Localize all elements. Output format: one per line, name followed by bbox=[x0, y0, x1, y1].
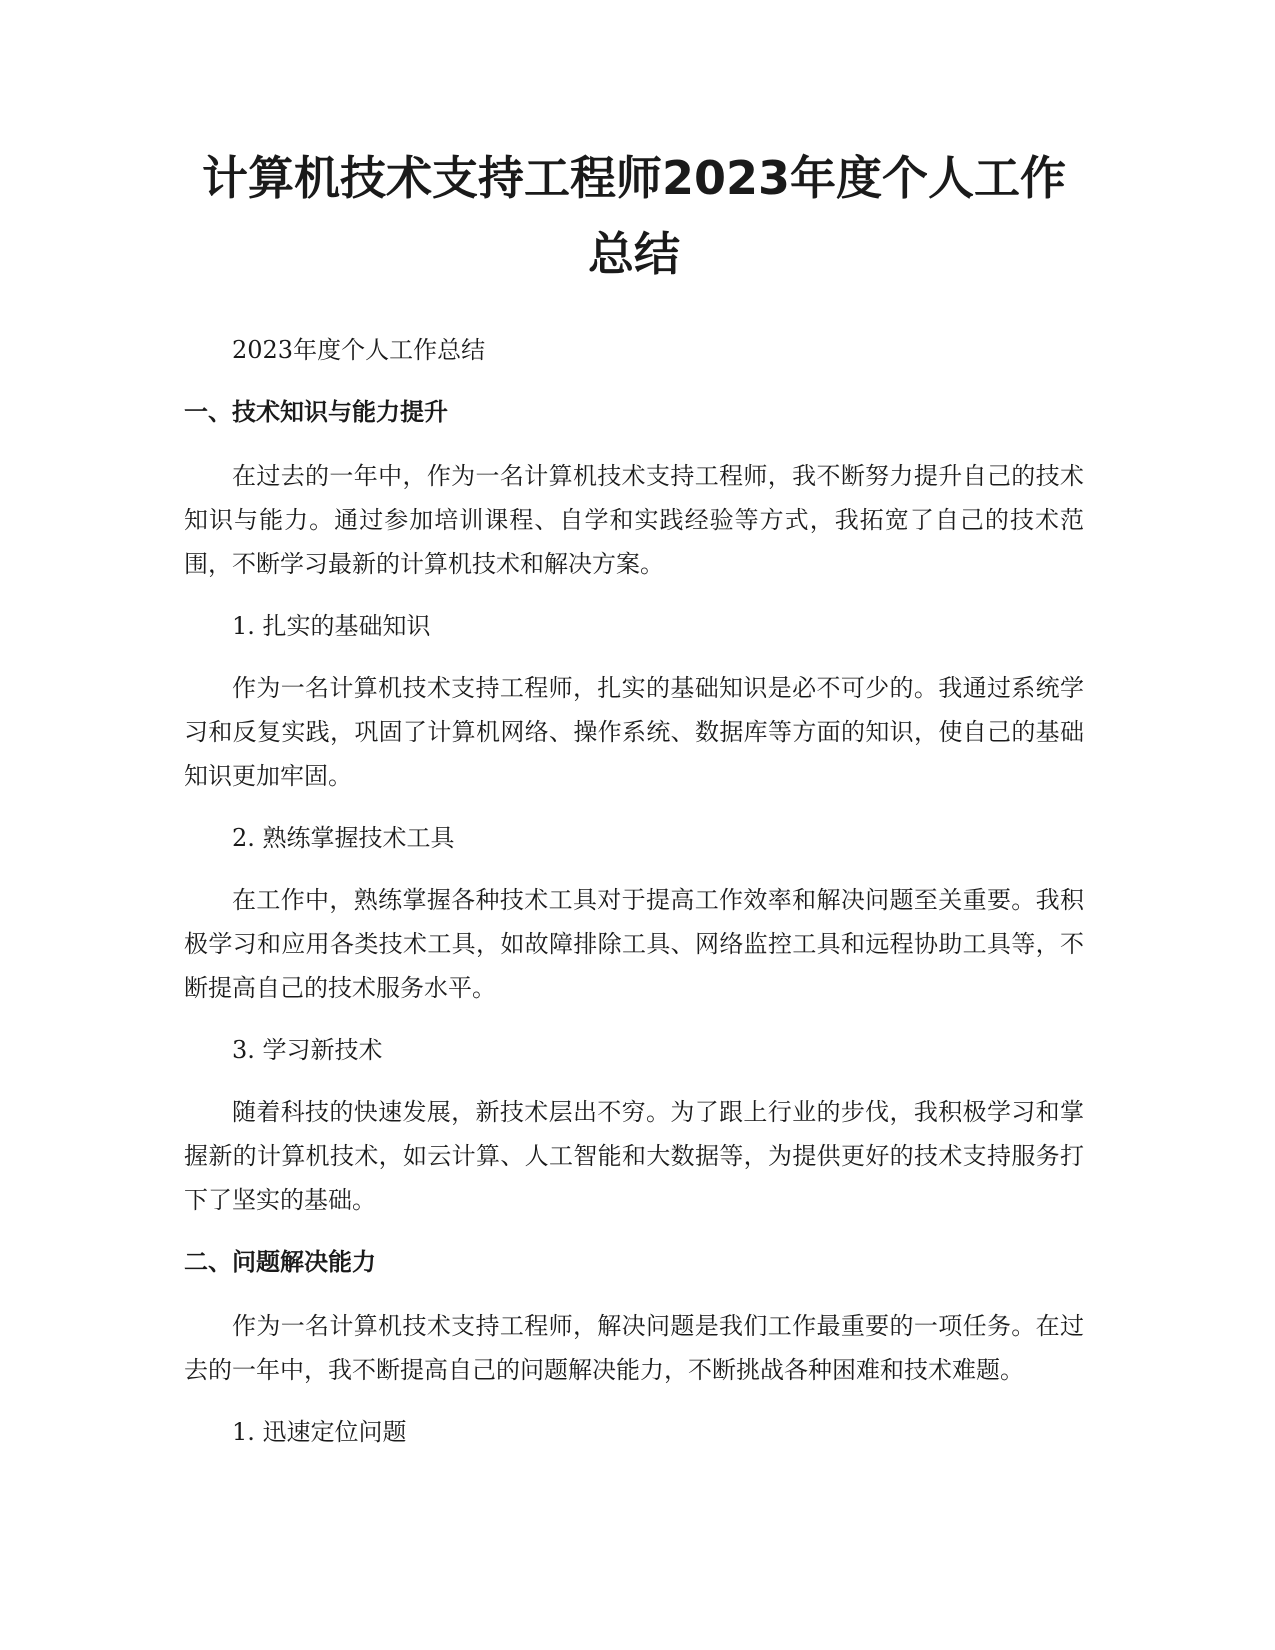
intro-line: 2023年度个人工作总结 bbox=[232, 336, 486, 364]
section-1-paragraph: 在过去的一年中，作为一名计算机技术支持工程师，我不断努力提升自己的技术知识与能力。通过参加培训课程、自学和实践经验等方式，我拓宽了自己的技术范围，不断学习最新的计算机技术和解决方案。 bbox=[184, 462, 1084, 578]
document-title: 计算机技术支持工程师2023年度个人工作总结 bbox=[201, 151, 1067, 281]
section-heading-2: 二、问题解决能力 bbox=[184, 1248, 376, 1276]
section-2-paragraph: 作为一名计算机技术支持工程师，解决问题是我们工作最重要的一项任务。在过去的一年中，我不断提高自己的问题解决能力，不断挑战各种困难和技术难题。 bbox=[184, 1312, 1084, 1384]
subitem-text-1-3: 随着科技的快速发展，新技术层出不穷。为了跟上行业的步伐，我积极学习和掌握新的计算机技术，如云计算、人工智能和大数据等，为提供更好的技术支持服务打下了坚实的基础。 bbox=[184, 1098, 1084, 1214]
subitem-label-1-3: 3. 学习新技术 bbox=[232, 1036, 383, 1064]
subitem-text-1-1: 作为一名计算机技术支持工程师，扎实的基础知识是必不可少的。我通过系统学习和反复实践，巩固了计算机网络、操作系统、数据库等方面的知识，使自己的基础知识更加牢固。 bbox=[184, 674, 1084, 790]
document-page bbox=[184, 140, 1084, 1472]
section-heading-1: 一、技术知识与能力提升 bbox=[184, 398, 448, 426]
subitem-label-1-2: 2. 熟练掌握技术工具 bbox=[232, 824, 455, 852]
subitem-text-1-2: 在工作中，熟练掌握各种技术工具对于提高工作效率和解决问题至关重要。我积极学习和应用各类技术工具，如故障排除工具、网络监控工具和远程协助工具等，不断提高自己的技术服务水平。 bbox=[184, 886, 1084, 1002]
subitem-label-1-1: 1. 扎实的基础知识 bbox=[232, 612, 431, 640]
subitem-label-2-1: 1. 迅速定位问题 bbox=[232, 1418, 407, 1446]
